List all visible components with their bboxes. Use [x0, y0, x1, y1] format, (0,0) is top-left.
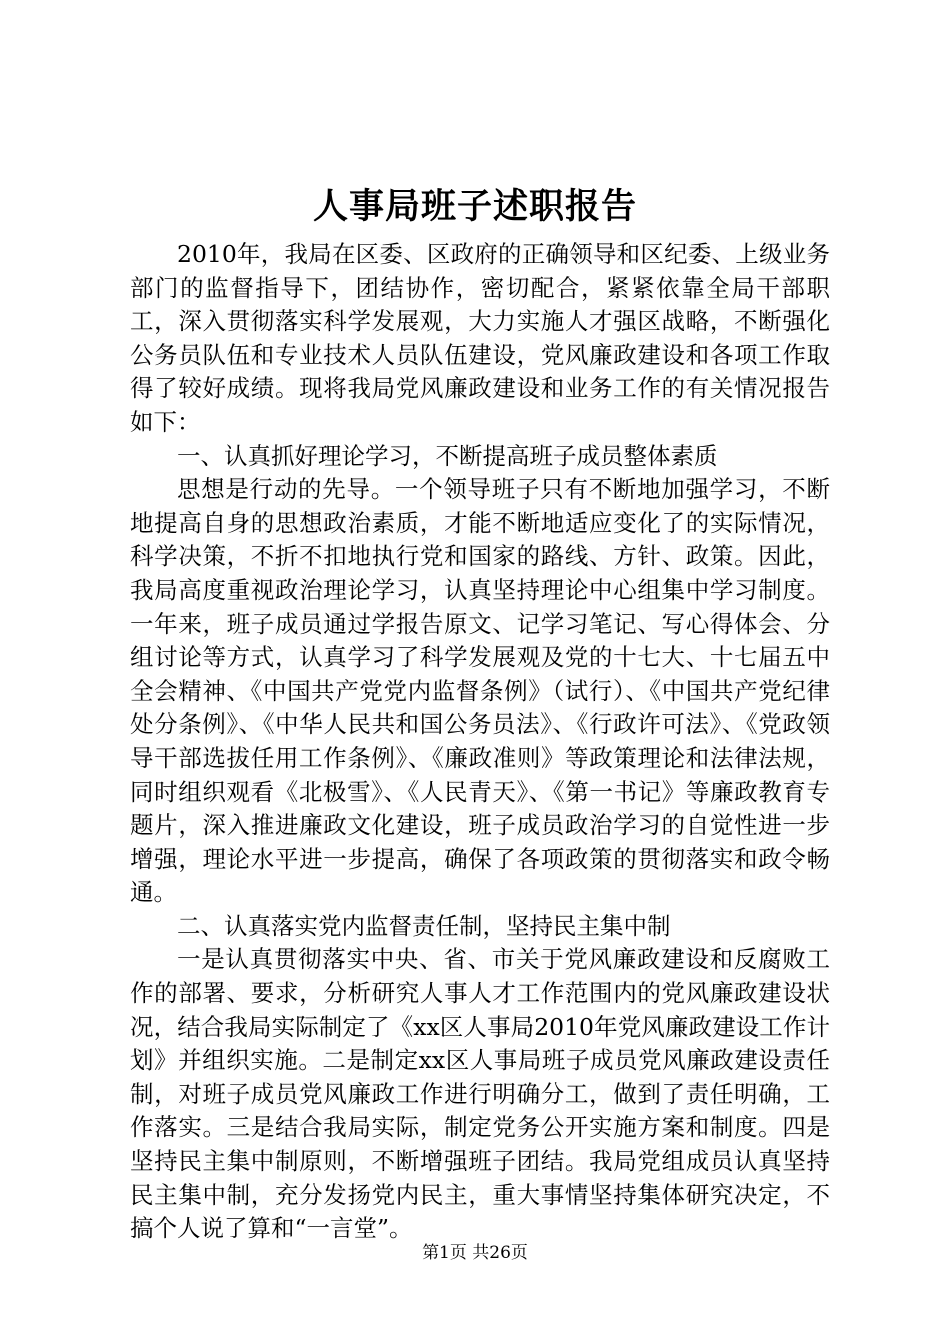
section-heading-2: 二、认真落实党内监督责任制，坚持民主集中制: [177, 911, 671, 940]
page-number-footer: 第1页 共26页: [422, 1243, 528, 1263]
document-body: [130, 238, 830, 1246]
section-2-paragraph: 一是认真贯彻落实中央、省、市关于党风廉政建设和反腐败工作的部署、要求，分析研究人事人才工作范围内的党风廉政建设状况，结合我局实际制定了《xx区人事局2010年党风廉政建设工作计划》并组织实施。二是制定xx区人事局班子成员党风廉政建设责任制，对班子成员党风廉政工作进行明确分工，做到了责任明确，工作落实。三是结合我局实际，制定党务公开实施方案和制度。四是坚持民主集中制原则，不断增强班子团结。我局党组成员认真坚持民主集中制，充分发扬党内民主，重大事情坚持集体研究决定，不搞个人说了算和“一言堂”。: [130, 945, 830, 1243]
document-title: 人事局班子述职报告: [312, 186, 637, 227]
intro-paragraph: 2010年，我局在区委、区政府的正确领导和区纪委、上级业务部门的监督指导下，团结协作，密切配合，紧紧依靠全局干部职工，深入贯彻落实科学发展观，大力实施人才强区战略，不断强化公务员队伍和专业技术人员队伍建设，党风廉政建设和各项工作取得了较好成绩。现将我局党风廉政建设和业务工作的有关情况报告如下：: [130, 240, 830, 436]
section-1-paragraph: 思想是行动的先导。一个领导班子只有不断地加强学习，不断地提高自身的思想政治素质，才能不断地适应变化了的实际情况，科学决策，不折不扣地执行党和国家的路线、方针、政策。因此，我局高度重视政治理论学习，认真坚持理论中心组集中学习制度。一年来，班子成员通过学报告原文、记学习笔记、写心得体会、分组讨论等方式，认真学习了科学发展观及党的十七大、十七届五中全会精神、《中国共产党党内监督条例》（试行）、《中国共产党纪律处分条例》、《中华人民共和国公务员法》、《行政许可法》、《党政领导干部选拔任用工作条例》、《廉政准则》等政策理论和法律法规，同时组织观看《北极雪》、《人民青天》、《第一书记》等廉政教育专题片，深入推进廉政文化建设，班子成员政治学习的自觉性进一步增强，理论水平进一步提高，确保了各项政策的贯彻落实和政令畅通。: [130, 475, 830, 907]
section-heading-1: 一、认真抓好理论学习，不断提高班子成员整体素质: [177, 441, 718, 470]
